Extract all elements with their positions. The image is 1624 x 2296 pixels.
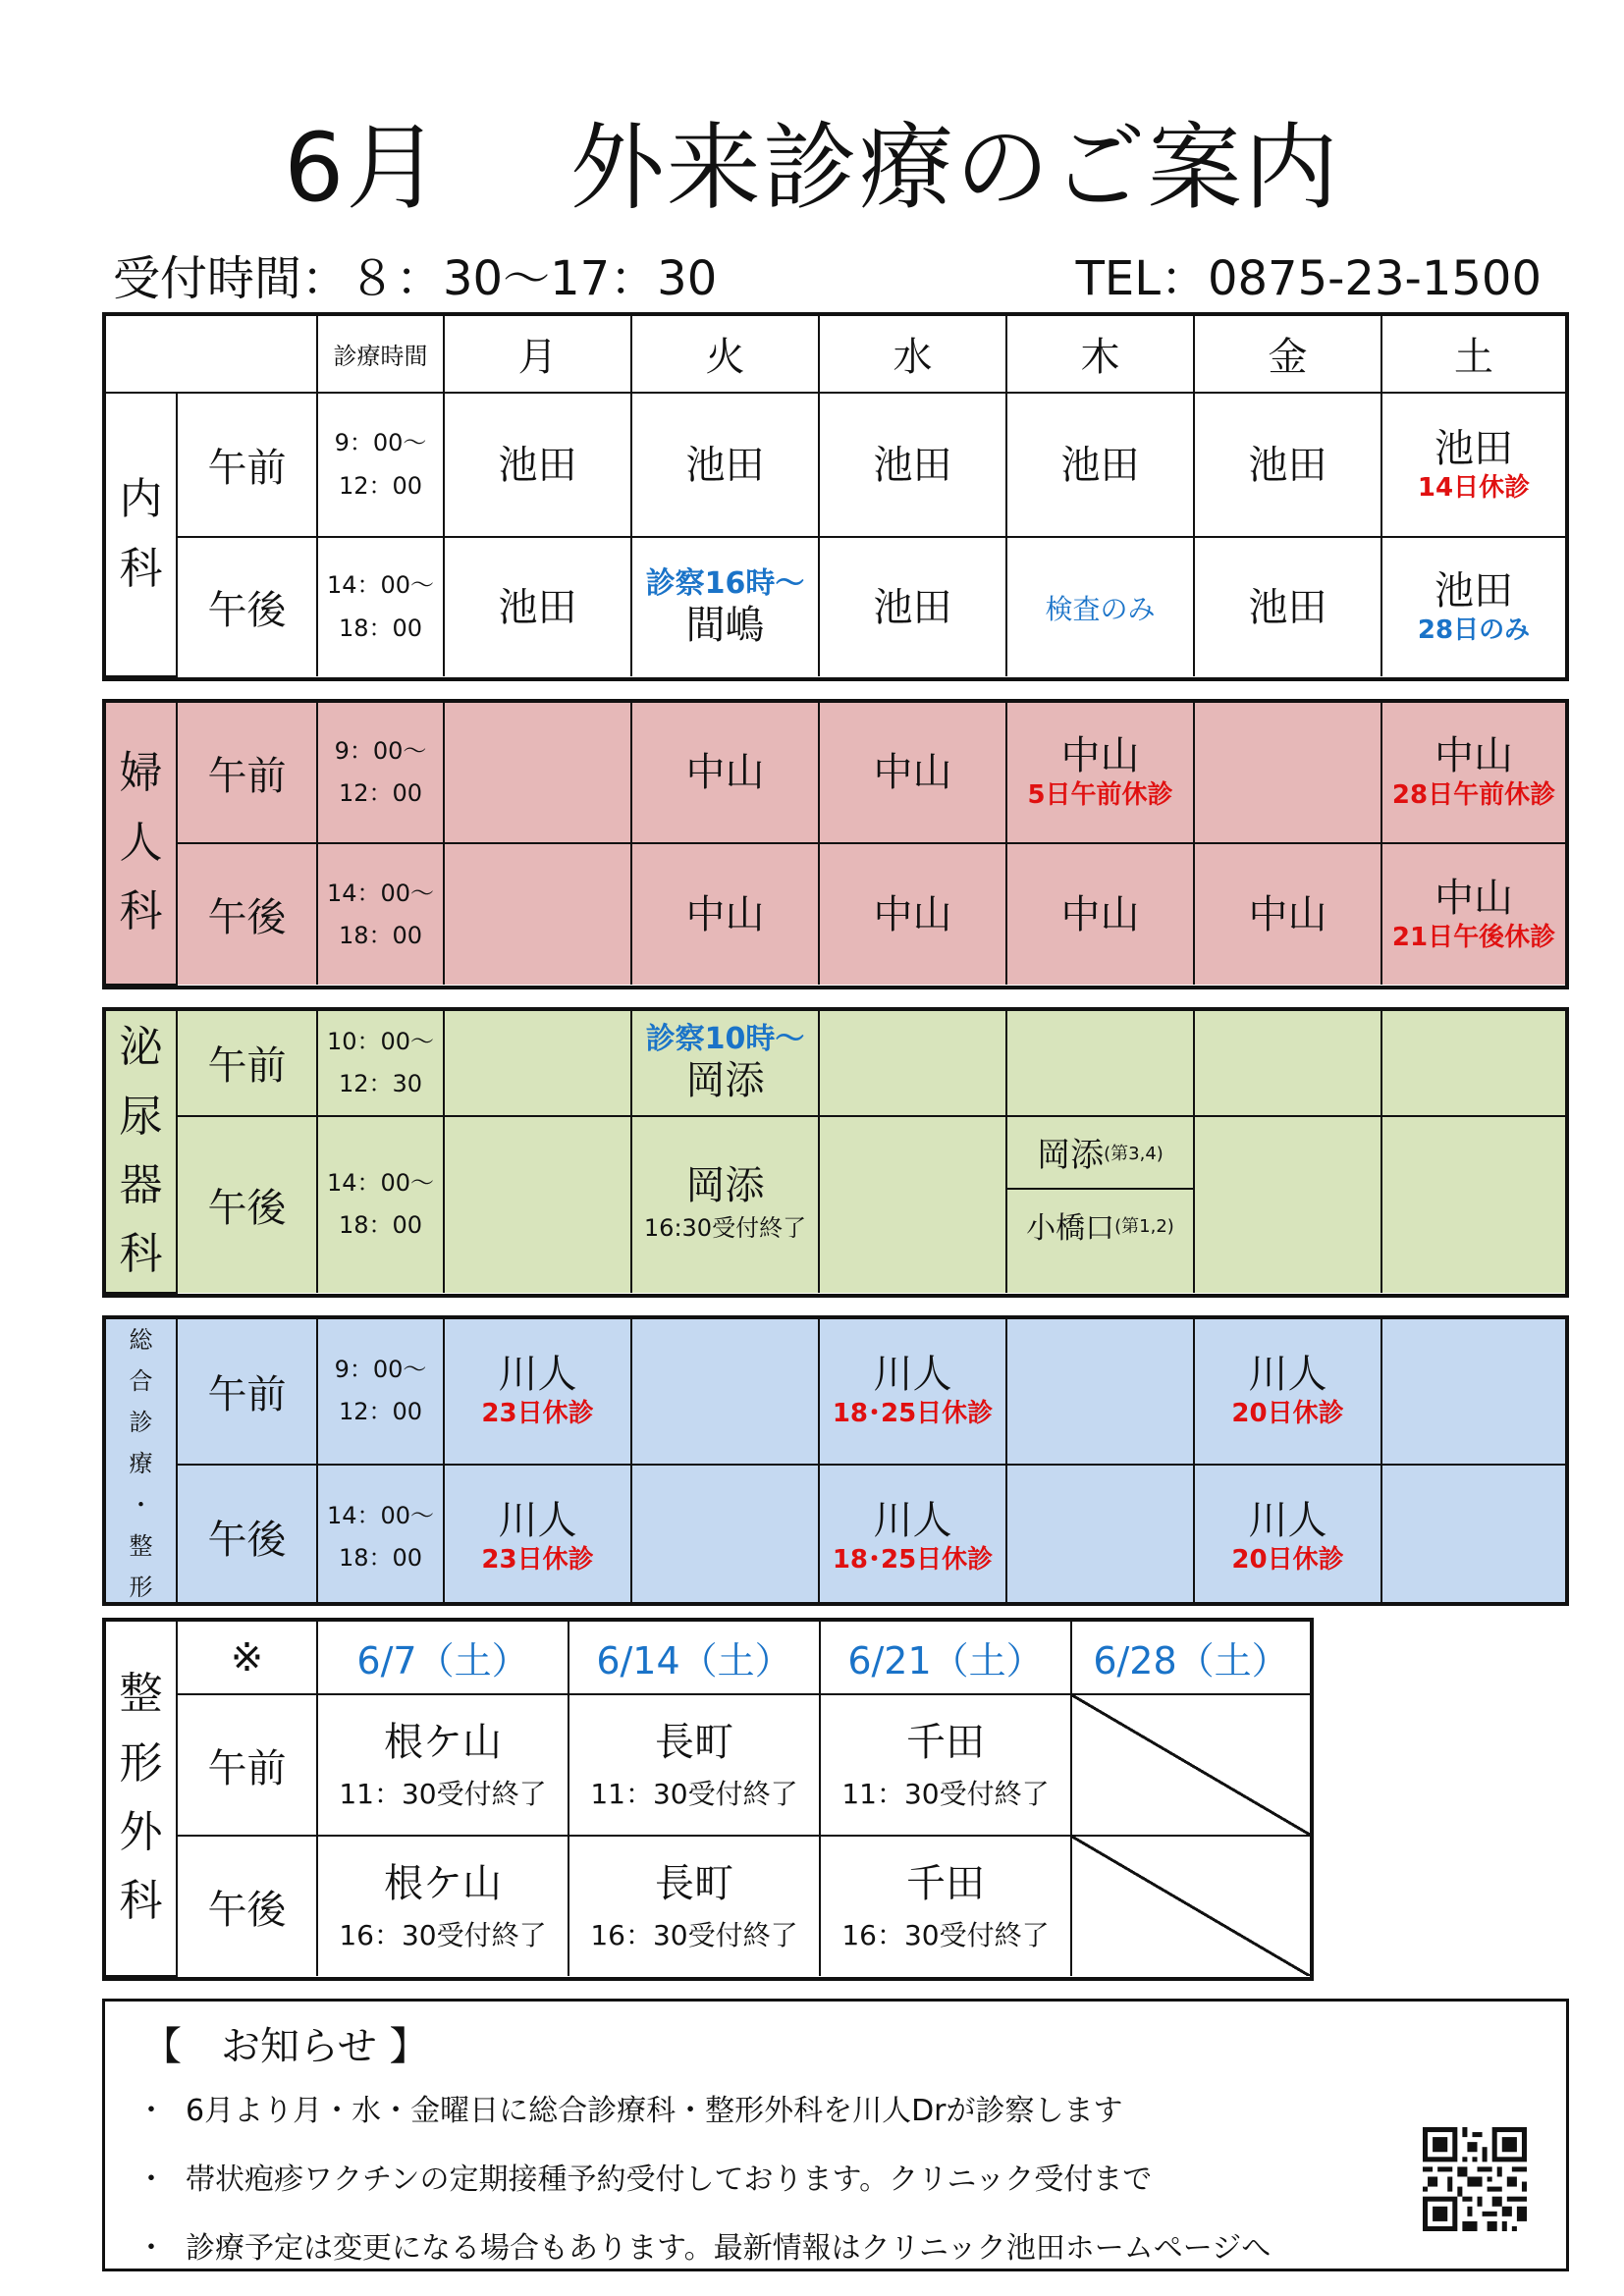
- gyne-am-tue: 中山: [631, 703, 819, 843]
- uro-thu-doctor-b: 小橋口 (第1,2): [1026, 1210, 1174, 1246]
- day-fri: 金: [1194, 316, 1381, 393]
- gyne-am-wed: 中山: [819, 703, 1006, 843]
- internal-am-mon: 池田: [444, 393, 631, 537]
- day-tue: 火: [631, 316, 819, 393]
- ortho-pm-4-none: [1071, 1836, 1310, 1976]
- closed-note: 20日休診: [1231, 1399, 1344, 1429]
- time-am: 9：00～ 12：00: [317, 393, 444, 537]
- page-title: 6月 外来診療のご案内: [284, 113, 1340, 223]
- internal-pm-fri: 池田: [1194, 537, 1381, 676]
- period-pm: 午後: [177, 1116, 317, 1293]
- day-wed: 水: [819, 316, 1006, 393]
- time-header: 診療時間: [317, 316, 444, 393]
- period-am: 午前: [177, 393, 317, 537]
- orthopedics-table: [102, 1618, 1314, 1981]
- general-pm-thu: [1006, 1465, 1194, 1607]
- closed-note: 23日休診: [481, 1544, 594, 1575]
- internal-pm-wed: 池田: [819, 537, 1006, 676]
- internal-am-sat: 池田 14日休診: [1381, 393, 1565, 537]
- reception-hours: 受付時間：８：30～17：30: [113, 251, 718, 306]
- notice-item: ・ 帯状疱疹ワクチンの定期接種予約受付しております。クリニック受付まで: [136, 2163, 1153, 2197]
- ortho-am-4-none: [1071, 1694, 1310, 1836]
- qr-code-icon[interactable]: [1423, 2127, 1527, 2231]
- date-2: 6/14（土）: [568, 1622, 820, 1694]
- period-am: 午前: [177, 1319, 317, 1465]
- start-note: 診察10時～: [645, 1021, 805, 1056]
- day-sat: 土: [1381, 316, 1565, 393]
- period-am: 午前: [177, 703, 317, 843]
- date-1: 6/7（土）: [317, 1622, 568, 1694]
- ortho-am-1: 根ケ山 11：30受付終了: [317, 1694, 568, 1836]
- closed-note: 23日休診: [481, 1399, 594, 1429]
- uro-pm-thu: [1006, 1116, 1194, 1293]
- ortho-am-2: 長町 11：30受付終了: [568, 1694, 820, 1836]
- period-am: 午前: [177, 1011, 317, 1116]
- closed-note: 14日休診: [1417, 472, 1531, 503]
- dept-general: 総 合 診 療 ・ 整 形: [106, 1319, 177, 1606]
- dept-internal: 内 科: [106, 393, 177, 676]
- notice-box: [102, 1999, 1569, 2271]
- gyne-pm-wed: 中山: [819, 843, 1006, 985]
- phone-number: TEL：0875-23-1500: [1075, 251, 1542, 306]
- general-pm-sat: [1381, 1465, 1565, 1607]
- general-pm-tue: [631, 1465, 819, 1607]
- only-note: 28日のみ: [1417, 614, 1531, 645]
- uro-am-mon: [444, 1011, 631, 1116]
- corner-cell: [106, 316, 317, 393]
- general-am-tue: [631, 1319, 819, 1465]
- general-medicine-table: [102, 1315, 1569, 1606]
- uro-pm-wed: [819, 1116, 1006, 1293]
- closed-note: 20日休診: [1231, 1544, 1344, 1575]
- gyne-pm-sat: 中山 21日午後休診: [1381, 843, 1565, 985]
- general-am-mon: 川人 23日休診: [444, 1319, 631, 1465]
- gyne-pm-thu: 中山: [1006, 843, 1194, 985]
- uro-pm-mon: [444, 1116, 631, 1293]
- gynecology-table: [102, 699, 1569, 989]
- internal-pm-thu: 検査のみ: [1006, 537, 1194, 676]
- general-pm-wed: 川人 18･25日休診: [819, 1465, 1006, 1607]
- period-pm: 午後: [177, 537, 317, 676]
- urology-table: [102, 1007, 1569, 1298]
- general-pm-fri: 川人 20日休診: [1194, 1465, 1381, 1607]
- date-3: 6/21（土）: [820, 1622, 1071, 1694]
- gyne-am-mon: [444, 703, 631, 843]
- day-thu: 木: [1006, 316, 1194, 393]
- asterisk-mark: ※: [177, 1622, 317, 1694]
- uro-pm-tue: 岡添 16:30受付終了: [631, 1116, 819, 1293]
- internal-medicine-table: [102, 312, 1569, 681]
- time-pm: 14：00～ 18：00: [317, 1465, 444, 1607]
- time-pm: 14：00～ 18：00: [317, 843, 444, 985]
- time-am: 9：00～ 12：00: [317, 1319, 444, 1465]
- uro-pm-sat: [1381, 1116, 1565, 1293]
- notice-item: ・ 診療予定は変更になる場合もあります。最新情報はクリニック池田ホームページへ: [136, 2231, 1272, 2266]
- time-pm: 14：00～ 18：00: [317, 537, 444, 676]
- general-pm-mon: 川人 23日休診: [444, 1465, 631, 1607]
- general-am-thu: [1006, 1319, 1194, 1465]
- ortho-pm-3: 千田 16：30受付終了: [820, 1836, 1071, 1976]
- closed-note: 5日午前休診: [1027, 780, 1173, 811]
- uro-thu-doctor-a: 岡添 (第3,4): [1007, 1117, 1193, 1190]
- gyne-am-thu: 中山 5日午前休診: [1006, 703, 1194, 843]
- gyne-am-sat: 中山 28日午前休診: [1381, 703, 1565, 843]
- internal-am-thu: 池田: [1006, 393, 1194, 537]
- uro-am-fri: [1194, 1011, 1381, 1116]
- period-am: 午前: [177, 1694, 317, 1836]
- internal-pm-sat: 池田 28日のみ: [1381, 537, 1565, 676]
- period-pm: 午後: [177, 843, 317, 985]
- ortho-am-3: 千田 11：30受付終了: [820, 1694, 1071, 1836]
- end-note: 16:30受付終了: [643, 1214, 807, 1243]
- time-pm: 14：00～ 18：00: [317, 1116, 444, 1293]
- closed-note: 18･25日休診: [832, 1544, 994, 1575]
- closed-note: 28日午前休診: [1391, 780, 1556, 811]
- gyne-pm-mon: [444, 843, 631, 985]
- notice-item: ・ 6月より月・水・金曜日に総合診療科・整形外科を川人Drが診察します: [136, 2094, 1123, 2128]
- time-am: 10：00～ 12：30: [317, 1011, 444, 1116]
- dept-orthopedics: 整 形 外 科: [106, 1622, 177, 1976]
- general-am-fri: 川人 20日休診: [1194, 1319, 1381, 1465]
- ortho-pm-1: 根ケ山 16：30受付終了: [317, 1836, 568, 1976]
- internal-pm-tue: 診察16時～ 間嶋: [631, 537, 819, 676]
- general-am-sat: [1381, 1319, 1565, 1465]
- day-mon: 月: [444, 316, 631, 393]
- uro-am-thu: [1006, 1011, 1194, 1116]
- gyne-pm-tue: 中山: [631, 843, 819, 985]
- period-pm: 午後: [177, 1465, 317, 1607]
- closed-note: 21日午後休診: [1391, 922, 1556, 952]
- start-note: 診察16時～: [645, 565, 805, 601]
- uro-pm-fri: [1194, 1116, 1381, 1293]
- general-am-wed: 川人 18･25日休診: [819, 1319, 1006, 1465]
- closed-note: 18･25日休診: [832, 1399, 994, 1429]
- dept-urology: 泌 尿 器 科: [106, 1011, 177, 1293]
- gyne-am-fri: [1194, 703, 1381, 843]
- date-4: 6/28（土）: [1071, 1622, 1310, 1694]
- internal-pm-mon: 池田: [444, 537, 631, 676]
- internal-am-tue: 池田: [631, 393, 819, 537]
- period-pm: 午後: [177, 1836, 317, 1976]
- uro-am-tue: 診察10時～ 岡添: [631, 1011, 819, 1116]
- uro-am-sat: [1381, 1011, 1565, 1116]
- time-am: 9：00～ 12：00: [317, 703, 444, 843]
- dept-gynecology: 婦 人 科: [106, 703, 177, 985]
- internal-am-wed: 池田: [819, 393, 1006, 537]
- gyne-pm-fri: 中山: [1194, 843, 1381, 985]
- ortho-pm-2: 長町 16：30受付終了: [568, 1836, 820, 1976]
- internal-am-fri: 池田: [1194, 393, 1381, 537]
- uro-am-wed: [819, 1011, 1006, 1116]
- notice-title: 【 お知らせ 】: [142, 2024, 429, 2069]
